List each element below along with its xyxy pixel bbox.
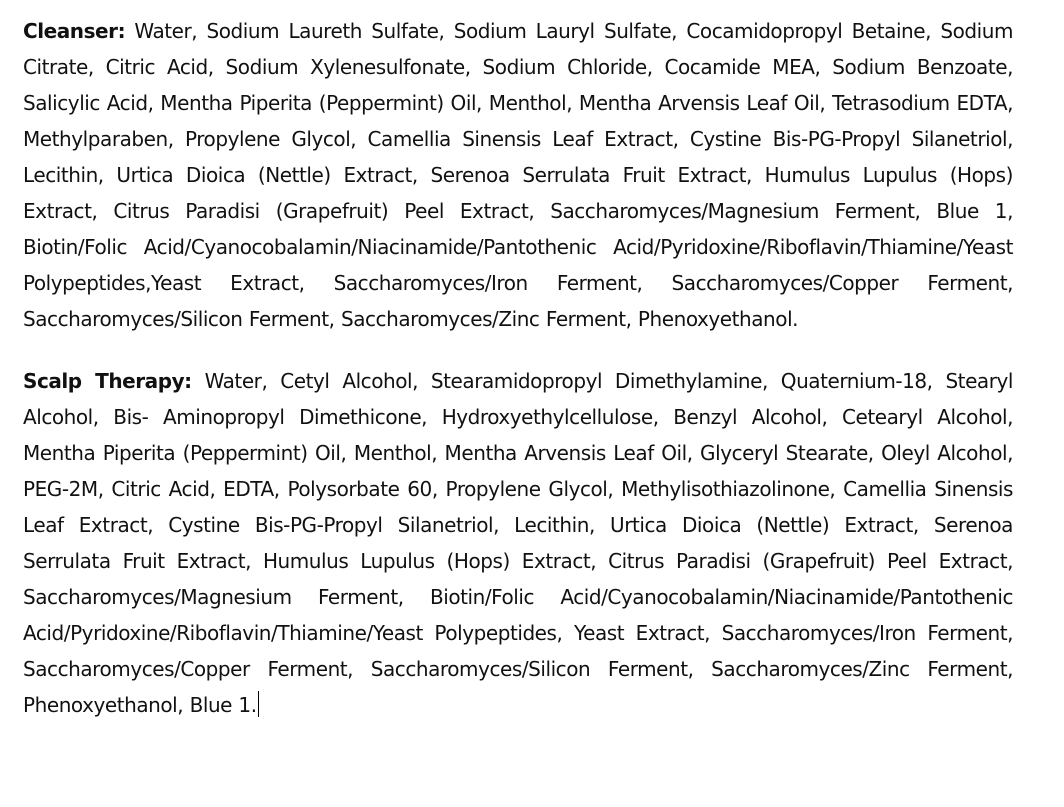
cleanser-paragraph <box>23 13 1013 337</box>
scalp-therapy-label: Scalp Therapy: <box>23 369 192 393</box>
scalp-therapy-paragraph <box>23 363 1013 723</box>
scalp-therapy-ingredients: Water, Cetyl Alcohol, Stearamidopropyl Dimethylamine, Quaternium-18, Stearyl Alcohol, Bis- Aminopropyl Dimethicone, Hydroxyethylcellulose, Benzyl Alcohol, Cetearyl Alcohol, Mentha Piperita (Peppermint) Oil, Menthol, Mentha Arvensis Leaf Oil, Glyceryl Stearate, Oleyl Alcohol, PEG-2M, Citric Acid, EDTA, Polysorbate 60, Propylene Glycol, Methylisothiazolinone, Camellia Sinensis Leaf Extract, Cystine Bis-PG-Propyl Silanetriol, Lecithin, Urtica Dioica (Nettle) Extract, Serenoa Serrulata Fruit Extract, Humulus Lupulus (Hops) Extract, Citrus Paradisi (Grapefruit) Peel Extract, Saccharomyces/Magnesium Ferment, Biotin/Folic Acid/Cyanocobalamin/Niacinamide/Pantothenic Acid/Pyridoxine/Riboflavin/Thiamine/Yeast Polypeptides, Yeast Extract, Saccharomyces/Iron Ferment, Saccharomyces/Copper Ferment, Saccharomyces/Silicon Ferment, Saccharomyces/Zinc Ferment, Phenoxyethanol, Blue 1. <box>23 369 1014 717</box>
cleanser-ingredients: Water, Sodium Laureth Sulfate, Sodium Lauryl Sulfate, Cocamidopropyl Betaine, Sodium Citrate, Citric Acid, Sodium Xylenesulfonate, Sodium Chloride, Cocamide MEA, Sodium Benzoate, Salicylic Acid, Mentha Piperita (Peppermint) Oil, Menthol, Mentha Arvensis Leaf Oil, Tetrasodium EDTA, Methylparaben, Propylene Glycol, Camellia Sinensis Leaf Extract, Cystine Bis-PG-Propyl Silanetriol, Lecithin, Urtica Dioica (Nettle) Extract, Serenoa Serrulata Fruit Extract, Humulus Lupulus (Hops) Extract, Citrus Paradisi (Grapefruit) Peel Extract, Saccharomyces/Magnesium Ferment, Blue 1, Biotin/Folic Acid/Cyanocobalamin/Niacinamide/Pantothenic Acid/Pyridoxine/Riboflavin/Thiamine/Yeast Polypeptides,Yeast Extract, Saccharomyces/Iron Ferment, Saccharomyces/Copper Ferment, Saccharomyces/Silicon Ferment, Saccharomyces/Zinc Ferment, Phenoxyethanol. <box>23 19 1013 331</box>
cleanser-label: Cleanser: <box>23 19 126 43</box>
document-body[interactable] <box>23 13 1013 723</box>
text-cursor <box>258 691 259 717</box>
